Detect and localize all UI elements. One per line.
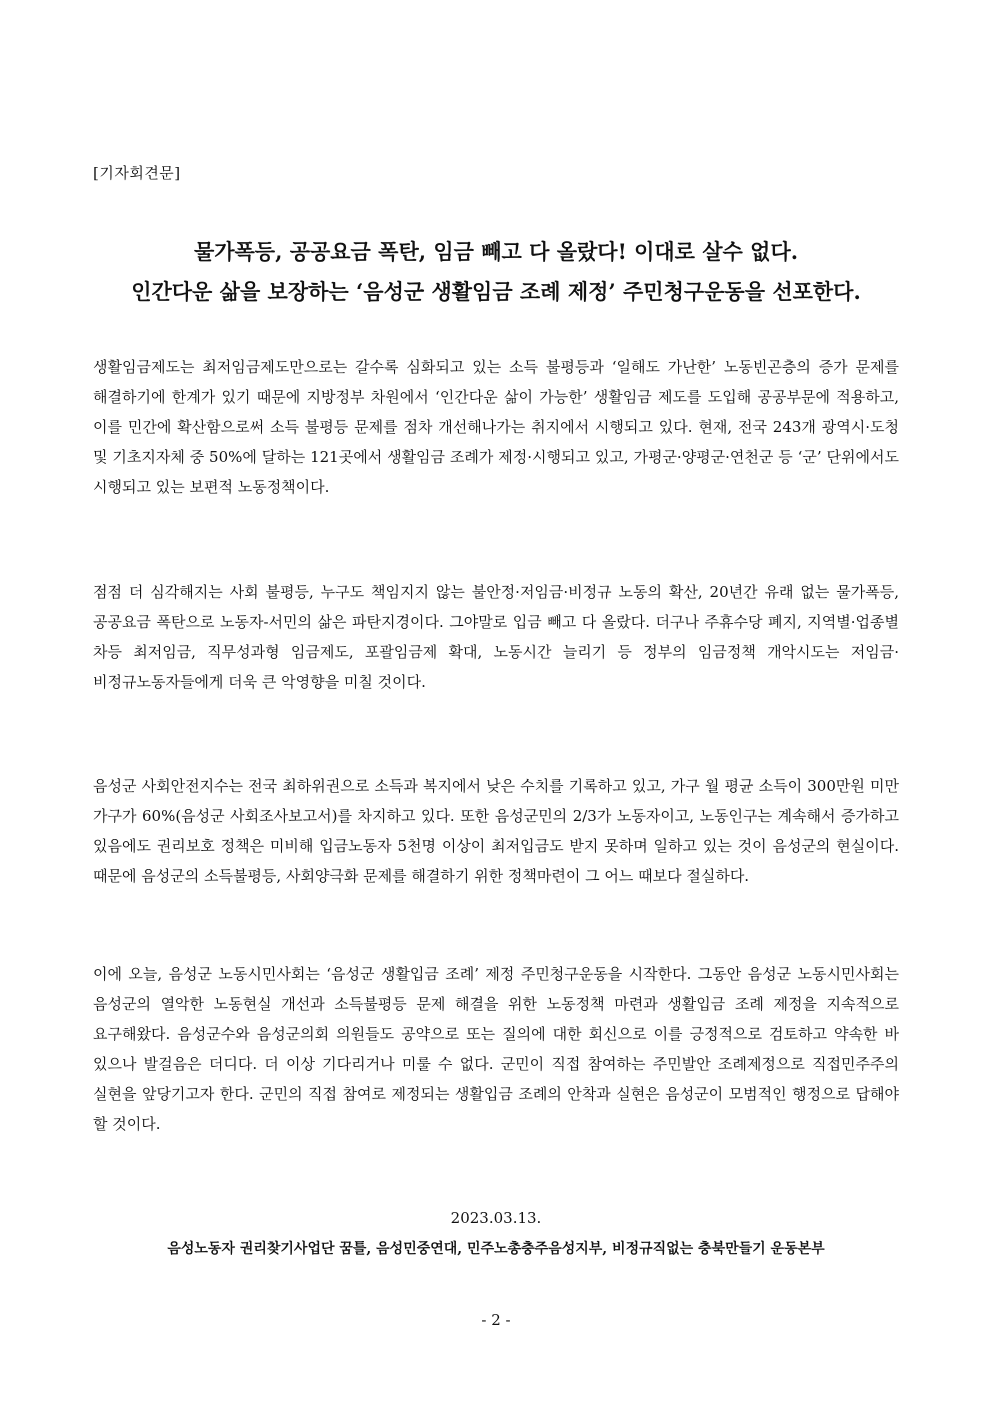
signatories: 음성노동자 권리찾기사업단 꿈틀, 음성민중연대, 민주노총충주음성지부, 비정규직없는 충북만들기 운동본부 [167,1241,825,1257]
document-type-label: [기자회견문] [93,164,181,182]
document-date: 2023.03.13. [450,1209,542,1227]
body-paragraph-2: 점점 더 심각해지는 사회 불평등, 누구도 책임지지 않는 불안정·저임금·비정규 노동의 확산, 20년간 유래 없는 물가폭등, 공공요금 폭탄으로 노동자-서민의 삶은 파탄지경이다. 그야말로 입금 빼고 다 올랐다. 더구나 주휴수당 폐지, 지역별·업종별 차등 최저임금, 직무성과형 임금제도, 포괄임금제 확대, 노동시간 늘리기 등 정부의 임금정책 개악시도는 저임금·비정규노동자들에게 더욱 큰 악영향을 미칠 것이다. [93,583,899,691]
body-paragraph-3: 음성군 사회안전지수는 전국 최하위권으로 소득과 복지에서 낮은 수치를 기록하고 있고, 가구 월 평균 소득이 300만원 미만 가구가 60%(음성군 사회조사보고서)를 차지하고 있다. 또한 음성군민의 2/3가 노동자이고, 노동인구는 계속해서 증가하고 있음에도 권리보호 정책은 미비해 입금노동자 5천명 이상이 최저입금도 받지 못하며 일하고 있는 것이 음성군의 현실이다. 때문에 음성군의 소득불평등, 사회양극화 문제를 해결하기 위한 정책마련이 그 어느 때보다 절실하다. [93,777,899,885]
headline-line-2: 인간다운 삶을 보장하는 ‘음성군 생활임금 조례 제정’ 주민청구운동을 선포한다. [131,279,861,304]
body-paragraph-4: 이에 오늘, 음성군 노동시민사회는 ‘음성군 생활입금 조례’ 제정 주민청구운동을 시작한다. 그동안 음성군 노동시민사회는 음성군의 열악한 노동현실 개선과 소득불평등 문제 해결을 위한 노동정책 마련과 생활입금 조례 제정을 지속적으로 요구해왔다. 음성군수와 음성군의회 의원들도 공약으로 또는 질의에 대한 회신으로 이를 긍정적으로 검토하고 약속한 바 있으나 발걸음은 더디다. 더 이상 기다리거나 미룰 수 없다. 군민이 직접 참여하는 주민발안 조례제정으로 직접민주주의 실현을 앞당기고자 한다. 군민의 직접 참여로 제정되는 생활입금 조례의 안착과 실현은 음성군이 모범적인 행정으로 답해야 할 것이다. [93,965,899,1133]
headline-line-1: 물가폭등, 공공요금 폭탄, 임금 빼고 다 올랐다! 이대로 살수 없다. [193,239,799,264]
body-paragraph-1: 생활임금제도는 최저임금제도만으로는 갈수록 심화되고 있는 소득 불평등과 ‘일해도 가난한’ 노동빈곤층의 증가 문제를 해결하기에 한계가 있기 때문에 지방정부 차원에서 ‘인간다운 삶이 가능한’ 생활임금 제도를 도입해 공공부문에 적용하고, 이를 민간에 확산함으로써 소득 불평등 문제를 점차 개선해나가는 취지에서 시행되고 있다. 현재, 전국 243개 광역시·도청 및 기초지자체 중 50%에 달하는 121곳에서 생활임금 조례가 제정·시행되고 있고, 가평군·양평군·연천군 등 ‘군’ 단위에서도 시행되고 있는 보편적 노동정책이다. [93,358,899,496]
page-number: - 2 - [481,1311,511,1329]
